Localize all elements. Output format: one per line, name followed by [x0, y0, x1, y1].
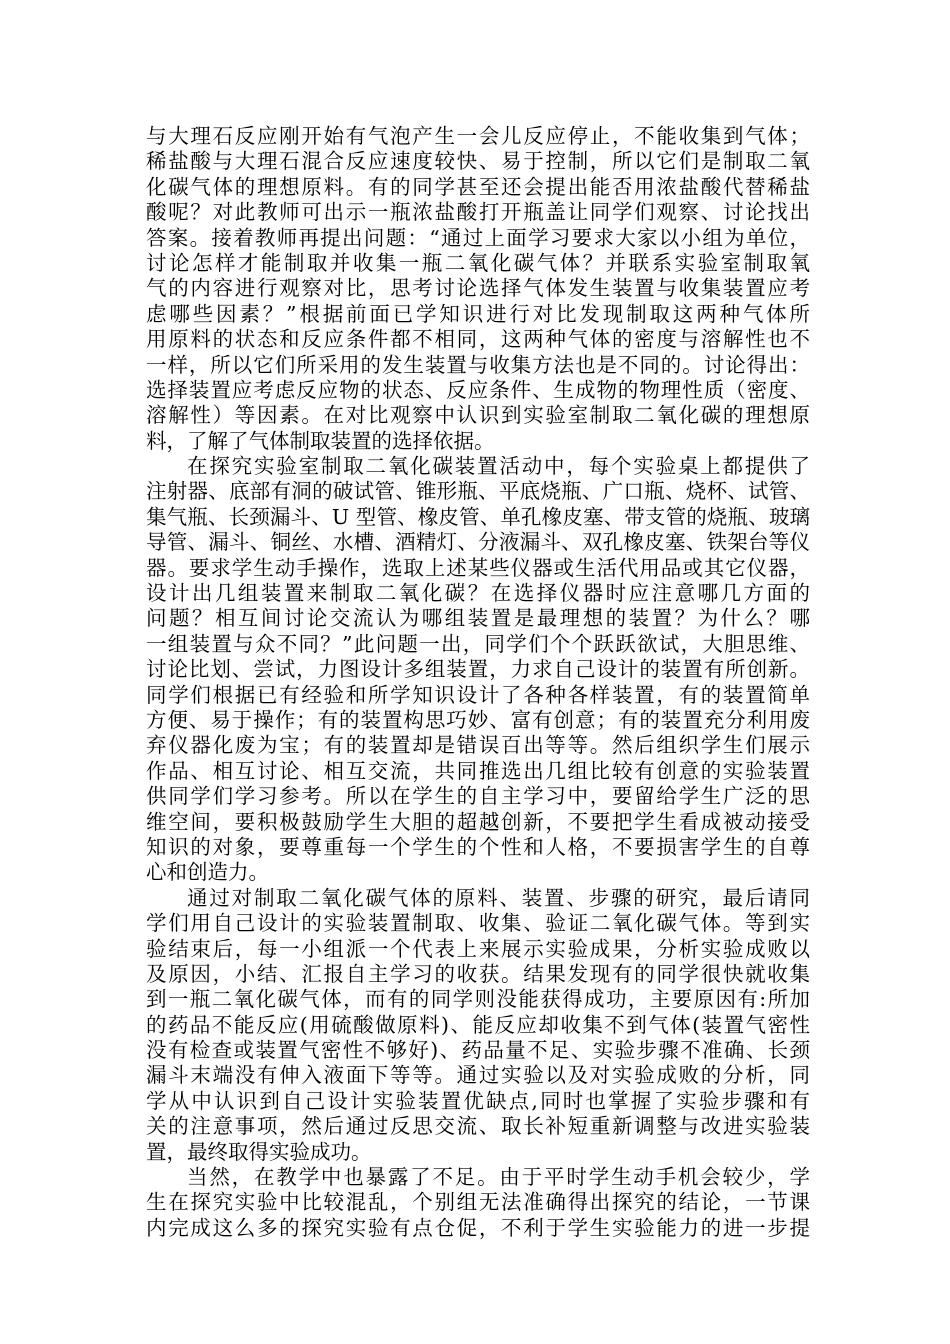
text-line: 内完成这么多的探究实验有点仓促，不利于学生实验能力的进一步提 [146, 1215, 810, 1240]
text-line: 及原因，小结、汇报自主学习的收获。结果发现有的同学很快就收集 [146, 961, 810, 986]
text-line: 讨论比划、尝试，力图设计多组装置，力求自己设计的装置有所创新。 [146, 657, 810, 682]
text-line: 作品、相互讨论、相互交流，共同推选出几组比较有创意的实验装置 [146, 758, 810, 783]
text-line: 集气瓶、长颈漏斗、U 型管、橡皮管、单孔橡皮塞、带支管的烧瓶、玻璃 [146, 504, 810, 529]
text-line: 溶解性）等因素。在对比观察中认识到实验室制取二氧化碳的理想原 [146, 403, 810, 428]
text-line: 在探究实验室制取二氧化碳装置活动中，每个实验桌上都提供了 [187, 454, 810, 479]
text-line: 生在探究实验中比较混乱，个别组无法准确得出探究的结论，一节课 [146, 1190, 810, 1215]
text-line: 学从中认识到自己设计实验装置优缺点,同时也掌握了实验步骤和有 [146, 1088, 810, 1113]
text-line: 虑哪些因素？”根据前面已学知识进行对比发现制取这两种气体所 [146, 301, 810, 326]
text-line: 关的注意事项，然后通过反思交流、取长补短重新调整与改进实验装 [146, 1114, 810, 1139]
text-line: 知识的对象，要尊重每一个学生的个性和人格，不要损害学生的自尊 [146, 834, 810, 859]
text-line: 料，了解了气体制取装置的选择依据。 [146, 428, 495, 453]
text-line: 验结束后，每一小组派一个代表上来展示实验成果，分析实验成败以 [146, 936, 810, 961]
text-line: 漏斗末端没有伸入液面下等等。通过实验以及对实验成败的分析，同 [146, 1063, 810, 1088]
text-line: 气的内容进行观察对比，思考讨论选择气体发生装置与收集装置应考 [146, 276, 810, 301]
text-line: 酸呢？对此教师可出示一瓶浓盐酸打开瓶盖让同学们观察、讨论找出 [146, 200, 810, 225]
text-line: 一组装置与众不同？”此问题一出，同学们个个跃跃欲试，大胆思维、 [146, 631, 810, 656]
text-line: 问题？相互间讨论交流认为哪组装置是最理想的装置？为什么？哪 [146, 606, 810, 631]
text-line: 的药品不能反应(用硫酸做原料)、能反应却收集不到气体(装置气密性 [146, 1012, 810, 1037]
paragraph [146, 454, 810, 886]
text-line: 通过对制取二氧化碳气体的原料、装置、步骤的研究，最后请同 [187, 885, 810, 910]
paragraph [146, 124, 810, 454]
text-line: 稀盐酸与大理石混合反应速度较快、易于控制，所以它们是制取二氧 [146, 149, 810, 174]
text-line: 弃仪器化废为宝；有的装置却是错误百出等等。然后组织学生们展示 [146, 733, 810, 758]
text-line: 导管、漏斗、铜丝、水槽、酒精灯、分液漏斗、双孔橡皮塞、铁架台等仪 [146, 530, 810, 555]
text-line: 一样，所以它们所采用的发生装置与收集方法也是不同的。讨论得出： [146, 352, 810, 377]
text-line: 维空间，要积极鼓励学生大胆的超越创新，不要把学生看成被动接受 [146, 809, 810, 834]
text-line: 与大理石反应刚开始有气泡产生一会儿反应停止，不能收集到气体； [146, 124, 810, 148]
text-line: 器。要求学生动手操作，选取上述某些仪器或生活代用品或其它仪器， [146, 555, 810, 580]
text-line: 方便、易于操作；有的装置构思巧妙、富有创意；有的装置充分利用废 [146, 707, 810, 732]
text-line: 供同学们学习参考。所以在学生的自主学习中，要留给学生广泛的思 [146, 784, 810, 809]
text-line: 同学们根据已有经验和所学知识设计了各种各样装置，有的装置简单 [146, 682, 810, 707]
text-line: 注射器、底部有洞的破试管、锥形瓶、平底烧瓶、广口瓶、烧杯、试管、 [146, 479, 810, 504]
text-line: 化碳气体的理想原料。有的同学甚至还会提出能否用浓盐酸代替稀盐 [146, 174, 810, 199]
text-line: 心和创造力。 [146, 860, 269, 885]
text-line: 学们用自己设计的实验装置制取、收集、验证二氧化碳气体。等到实 [146, 911, 810, 936]
text-line: 置，最终取得实验成功。 [146, 1139, 372, 1164]
text-line: 选择装置应考虑反应物的状态、反应条件、生成物的物理性质（密度、 [146, 377, 810, 402]
text-line: 当然，在教学中也暴露了不足。由于平时学生动手机会较少，学 [187, 1165, 810, 1190]
paragraph [146, 1165, 810, 1241]
text-line: 设计出几组装置来制取二氧化碳？在选择仪器时应注意哪几方面的 [146, 581, 810, 606]
text-line: 到一瓶二氧化碳气体，而有的同学则没能获得成功，主要原因有:所加 [146, 987, 810, 1012]
paragraph [146, 886, 810, 1165]
text-line: 用原料的状态和反应条件都不相同，这两种气体的密度与溶解性也不 [146, 327, 810, 352]
text-line: 没有检查或装置气密性不够好)、药品量不足、实验步骤不准确、长颈 [146, 1038, 810, 1063]
text-line: 讨论怎样才能制取并收集一瓶二氧化碳气体？并联系实验室制取氧 [146, 250, 810, 275]
document-body [146, 124, 810, 1241]
text-line: 答案。接着教师再提出问题：“通过上面学习要求大家以小组为单位， [146, 225, 810, 250]
